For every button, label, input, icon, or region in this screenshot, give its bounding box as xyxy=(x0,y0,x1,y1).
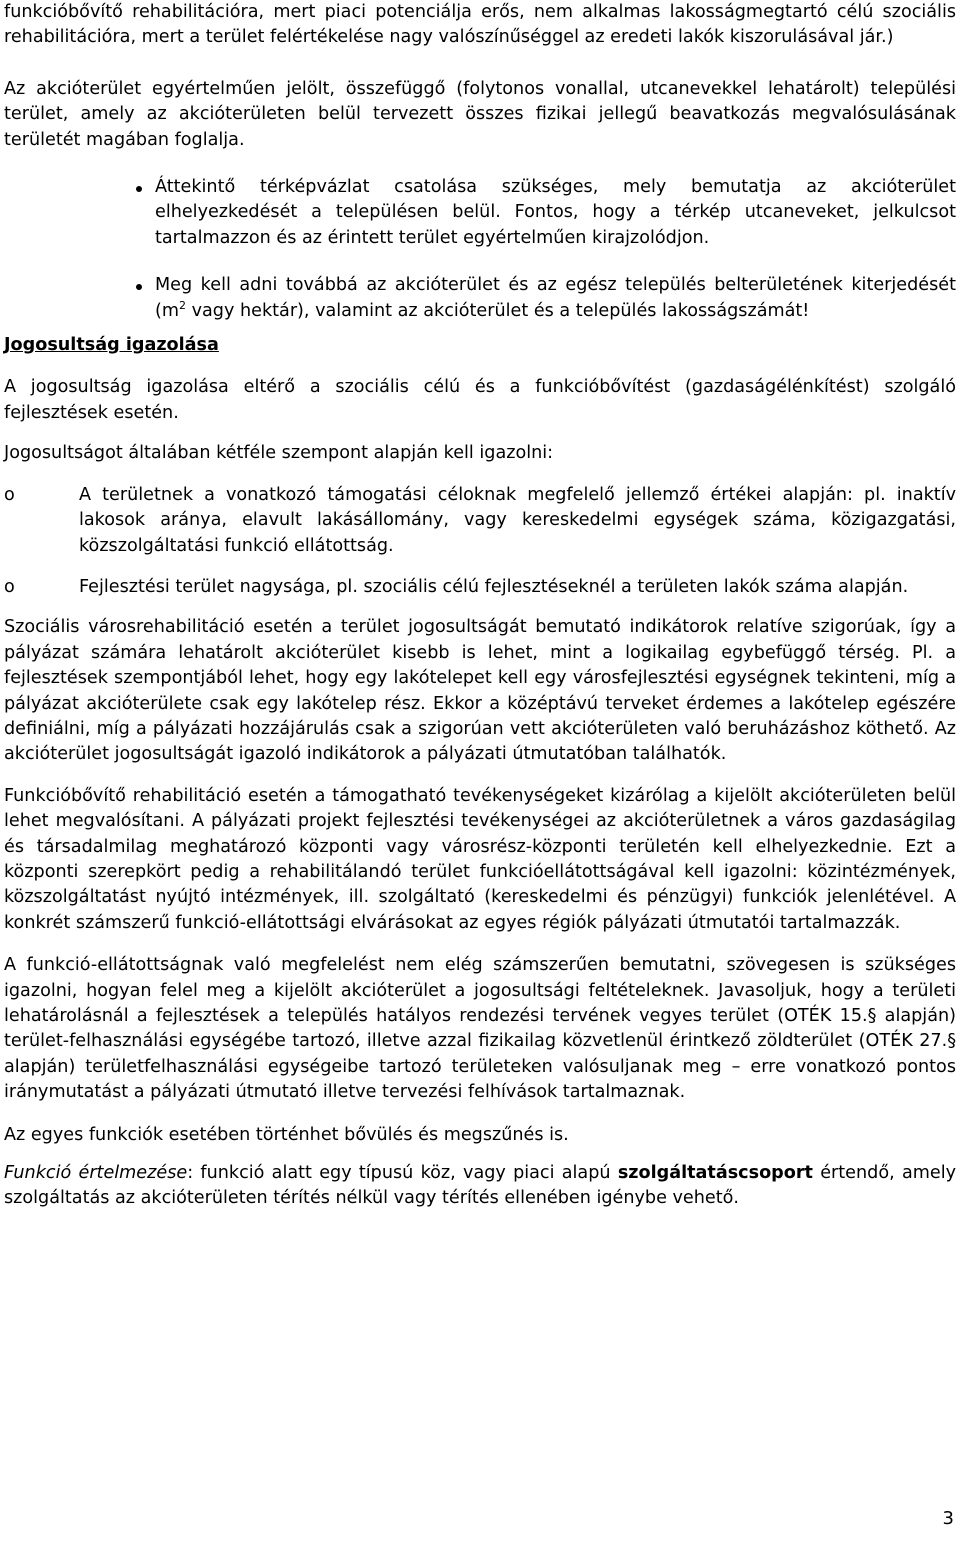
paragraph-action-area-definition: Az akcióterület egyértelműen jelölt, összefüggő (folytonos vonallal, utcanevekkel lehatárolt) települési terület, amely az akcióterületen belül tervezett összes fizikai jellegű beavatkozás megvalósulásának területét magában foglalja. xyxy=(4,78,956,150)
list-item xyxy=(4,175,956,251)
document-page xyxy=(4,0,956,1212)
list-item xyxy=(4,575,956,600)
criteria-list xyxy=(4,483,956,601)
paragraph-eligibility-intro: A jogosultság igazolása eltérő a szociális célú és a funkcióbővítést (gazdaságélénkítést) szolgáló fejlesztések esetén. xyxy=(4,377,956,423)
paragraph-function-expansion: Funkcióbővítő rehabilitáció esetén a támogatható tevékenységeket kizárólag a kijelölt akcióterületen belül lehet megvalósítani. A pályázati projekt fejlesztési tevékenységei az akcióterületnek a város gazdaságilag és társadalmilag meghatározó központi vagy városrész-központi területén kell elhelyezkednie. Ezt a központi szerepkört pedig a rehabilitálandó terület funkcióellátottságával kell igazolni: közintézmények, közszolgáltatást nyújtó intézmények, ill. szolgáltató (kereskedelmi és pénzügyi) funkciók jelenlétével. A konkrét számszerű funkció-ellátottsági elvárásokat az egyes régiók pályázati útmutatói tartalmazzák. xyxy=(4,785,956,933)
definition-text-end: értendő, amely szolgáltatás az akcióterületen térítés nélkül vagy térítés ellenében igénybe vehető. xyxy=(4,1163,956,1209)
paragraph-function-supply: A funkció-ellátottságnak való megfelelést nem elég számszerűen bemutatni, szövegesen is szükséges igazolni, hogyan felel meg a kijelölt akcióterület a jogosultsági feltételeknek. Javasoljuk, hogy a területi lehatárolásnál a fejlesztések a település hatályos rendezési tervének vegyes terület (OTÉK 15.§ alapján) terület-felhasználási egységébe tartozó, illetve azzal fizikailag közvetlenül érintkező zöldterület (OTÉK 27.§ alapján) területfelhasználási egységeibe tartozó területeken valósuljanak meg – erre vonatkozó pontos iránymutatást a pályázati útmutató illetve tervezési felhívások tartalmaznak. xyxy=(4,955,956,1103)
list-item-text: A területnek a vonatkozó támogatási céloknak megfelelő jellemző értékei alapján: pl. inaktív lakosok aránya, elavult lakásállomány, vagy kereskedelmi egységek száma, közigazgatási, közszolgáltatási funkció ellátottság. xyxy=(79,484,956,556)
term-bold: szolgáltatáscsoport xyxy=(617,1163,813,1184)
list-item xyxy=(4,273,956,324)
definition-text: : funkció alatt egy típusú köz, vagy piaci alapú xyxy=(187,1163,618,1184)
paragraph-criteria-intro: Jogosultságot általában kétféle szempont alapján kell igazolni: xyxy=(4,443,554,464)
list-marker: o xyxy=(4,576,15,597)
list-item-text: Áttekintő térképvázlat csatolása szükséges, mely bemutatja az akcióterület elhelyezkedését a településen belül. Fontos, hogy a térkép utcaneveket, jelkulcsot tartalmazzon és az érintett terület egyértelműen kirajzolódjon. xyxy=(155,177,956,248)
list-item xyxy=(4,483,956,559)
paragraph-social-rehabilitation: Szociális városrehabilitáció esetén a terület jogosultságát bemutató indikátorok relatíve szigorúak, így a pályázat számára lehatárolt akcióterület kisebb is lehet, mint a logikailag egybefüggő térség. Pl. a fejlesztések szempontjából lehet, hogy egy lakótelepet kell egy városfejlesztési egységnek tekinteni, míg a pályázat akcióterülete csak egy lakótelep rész. Ekkor a középtávú terveket érdemes a lakótelep egészére definiálni, míg a pályázati hozzájárulás csak a szigorúan vett akcióterületen való beruházáshoz köthető. Az akcióterület jogosultságát igazoló indikátorok a pályázati útmutatóban találhatók. xyxy=(4,617,956,765)
requirements-list xyxy=(4,175,956,324)
term-italic: Funkció értelmezése xyxy=(4,1163,188,1184)
page-number: 3 xyxy=(942,1508,954,1529)
list-item-text: Fejlesztési terület nagysága, pl. szociális célú fejlesztéseknél a területen lakók száma alapján. xyxy=(79,576,909,597)
section-heading: Jogosultság igazolása xyxy=(4,335,219,356)
list-item-text-before: Meg kell adni továbbá az akcióterület és az egész település belterületének kiterjedését (m xyxy=(155,275,956,321)
paragraph-intro-continuation: funkcióbővítő rehabilitációra, mert piaci potenciálja erős, nem alkalmas lakosságmegtartó célú szociális rehabilitációra, mert a terület felértékelése nagy valószínűséggel az eredeti lakók kiszorulásával jár.) xyxy=(4,2,956,48)
superscript: 2 xyxy=(179,298,187,312)
paragraph-function-change: Az egyes funkciók esetében történhet bővülés és megszűnés is. xyxy=(4,1124,569,1145)
paragraph-function-definition xyxy=(4,1161,956,1212)
list-marker: o xyxy=(4,484,15,505)
list-item-text-after: vagy hektár), valamint az akcióterület és a település lakosságszámát! xyxy=(186,300,810,321)
